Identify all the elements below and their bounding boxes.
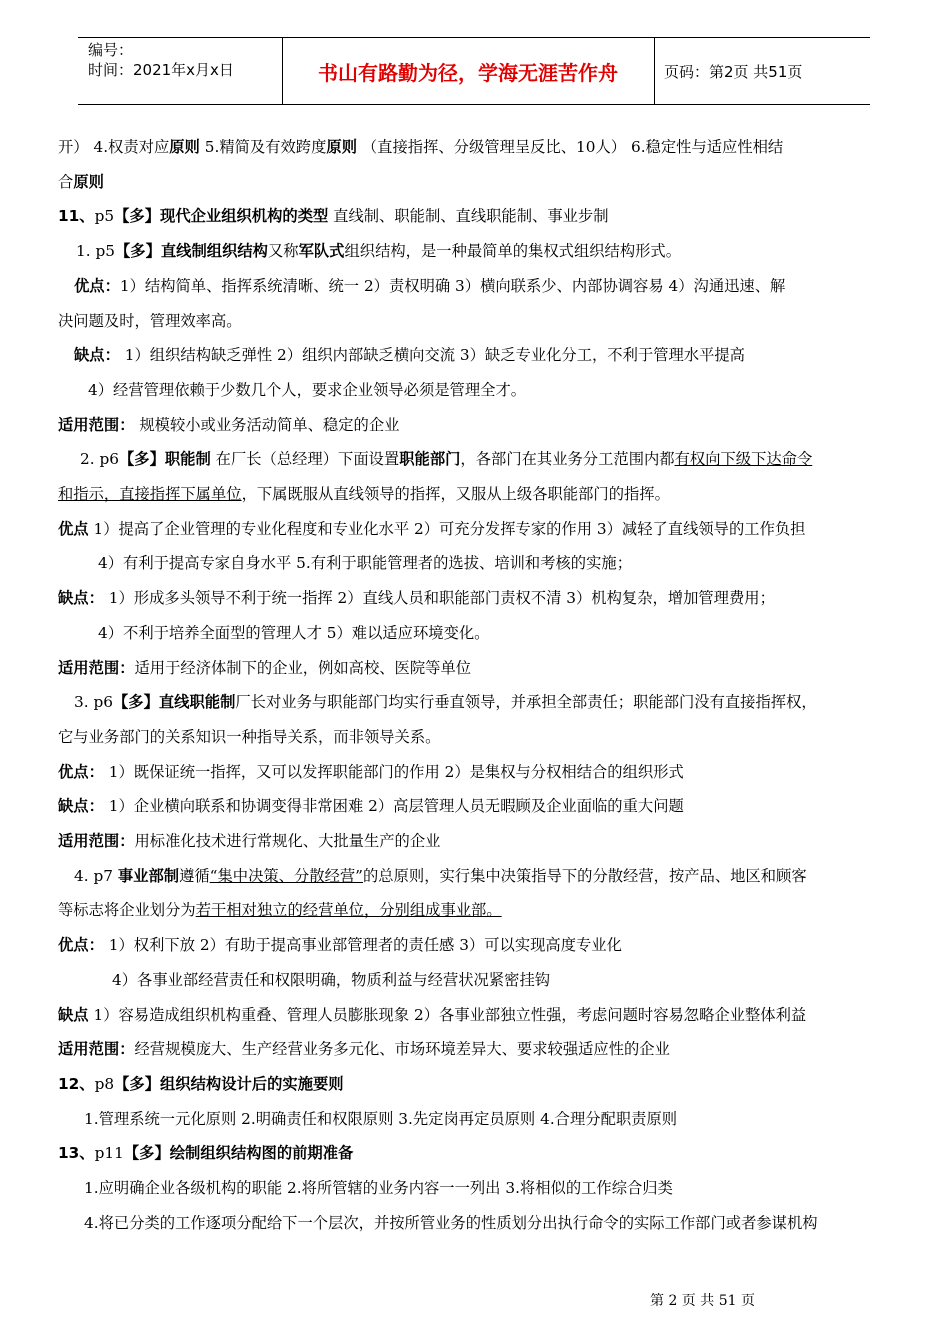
bold-text: 缺点：	[58, 797, 104, 816]
text-segment: 1）提高了企业管理的专业化程度和专业化水平 2）可充分发挥专家的作用 3）减轻了直线领导的工作负担	[88, 519, 806, 538]
text-segment: ，各部门在其业务分工范围内都	[460, 450, 675, 469]
text-segment: 4）不利于培养全面型的管理人才 5）难以适应环境变化。	[98, 623, 490, 642]
text-segment: 2. p6	[80, 450, 119, 469]
bold-text: 12、	[58, 1074, 95, 1093]
text-segment: 4）有利于提高专家自身水平 5.有利于职能管理者的选拔、培训和考核的实施；	[98, 554, 632, 573]
text-line	[58, 304, 242, 338]
text-line	[98, 546, 632, 580]
text-segment: 又称	[267, 242, 299, 261]
text-segment: 适用于经济体制下的企业，例如高校、医院等单位	[134, 658, 472, 677]
text-segment: p11	[94, 1144, 124, 1163]
text-line	[58, 512, 805, 546]
bold-text: 适用范围：	[58, 658, 135, 677]
text-segment: 4.将已分类的工作逐项分配给下一个层次，并按所管业务的性质划分出执行命令的实际工作部门或者参谋机构	[84, 1213, 818, 1232]
text-segment: （直接指挥、分级管理呈反比、10人） 6.稳定性与适应性相结	[357, 138, 784, 156]
text-segment: 4）各事业部经营责任和权限明确，物质利益与经营状况紧密挂钩	[112, 970, 551, 989]
bold-text: 军队式	[298, 242, 345, 261]
text-line	[58, 477, 670, 511]
bold-text: 优点	[58, 519, 89, 538]
text-line	[58, 893, 502, 927]
text-line	[80, 442, 812, 476]
text-segment: 1）容易造成组织机构重叠、管理人员膨胀现象 2）各事业部独立性强，考虑问题时容易忽略企业整体利益	[88, 1005, 807, 1024]
text-line	[74, 859, 807, 893]
text-line	[58, 408, 399, 442]
text-segment: 组织结构，是一种最简单的集权式组织结构形式。	[344, 242, 682, 261]
bold-text: 适用范围：	[58, 1040, 135, 1059]
text-line	[58, 789, 684, 823]
bold-text: 原则	[73, 172, 104, 191]
text-segment: 合	[58, 172, 74, 191]
text-segment: 1）结构简单、指挥系统清晰、统一 2）责权明确 3）横向联系少、内部协调容易 4）沟通迅速、解	[119, 276, 786, 295]
underlined-text: 若干相对独立的经营单位，分别组成事业部。	[195, 901, 502, 920]
underlined-text: 有权向下级下达命令	[674, 450, 813, 469]
underlined-text: “集中决策、分散经营”	[209, 866, 363, 885]
text-segment: p5	[94, 207, 115, 226]
bold-text: 适用范围：	[58, 832, 135, 850]
text-segment: 1）形成多头领导不利于统一指挥 2）直线人员和职能部门责权不清 3）机构复杂，增加管理费用；	[103, 589, 775, 608]
bold-text: 原则	[326, 138, 358, 156]
bold-text: 适用范围：	[58, 415, 135, 434]
header-divider-right	[654, 38, 655, 104]
text-line	[58, 651, 471, 685]
text-line	[58, 130, 783, 164]
text-line	[88, 373, 526, 407]
bold-text: 【多】绘制组织结构图的前期准备	[123, 1144, 354, 1163]
text-segment: 在厂长（总经理）下面设置	[210, 450, 400, 469]
text-segment: 开） 4.权责对应	[58, 138, 170, 156]
text-segment: 决问题及时，管理效率高。	[58, 311, 242, 330]
text-segment: p8	[94, 1074, 115, 1093]
bold-text: 优点：	[58, 762, 104, 781]
text-segment: 1.管理系统一元化原则 2.明确责任和权限原则 3.先定岗再定员原则 4.合理分配职责原则	[84, 1109, 678, 1128]
text-line	[84, 1171, 673, 1205]
text-segment: 遵循	[179, 866, 210, 885]
text-segment: 1）组织结构缺乏弹性 2）组织内部缺乏横向交流 3）缺乏专业化分工，不利于管理水平提高	[119, 346, 745, 365]
text-line	[76, 234, 681, 268]
text-segment: 1）企业横向联系和协调变得非常困难 2）高层管理人员无暇顾及企业面临的重大问题	[103, 797, 684, 816]
text-line	[112, 963, 550, 997]
bold-text: 缺点：	[74, 346, 120, 365]
text-segment: 它与业务部门的关系知识一种指导关系，而非领导关系。	[58, 727, 441, 746]
header-page-info: 页码：第2页 共51页	[664, 62, 803, 81]
text-segment: ，下属既服从直线领导的指挥，又服从上级各职能部门的指挥。	[241, 485, 670, 503]
header-meta	[88, 40, 234, 80]
text-line	[84, 1102, 677, 1136]
bold-text: 【多】现代企业组织机构的类型	[114, 207, 329, 226]
text-line	[58, 1032, 670, 1066]
text-line	[58, 720, 440, 754]
text-line	[58, 998, 806, 1032]
time-label: 时间：2021年x月x日	[88, 61, 234, 79]
underlined-text: 和指示，直接指挥下属单位	[58, 485, 242, 503]
bold-text: 13、	[58, 1144, 95, 1163]
text-line	[74, 269, 785, 303]
text-segment: 的总原则，实行集中决策指导下的分散经营，按产品、地区和顾客	[363, 866, 807, 885]
bold-text: 【多】直线职能制	[112, 693, 236, 712]
text-segment: 4）经营管理依赖于少数几个人，要求企业领导必须是管理全才。	[88, 380, 527, 399]
bold-text: 事业部制	[117, 866, 180, 885]
text-segment: 等标志将企业划分为	[58, 901, 196, 920]
text-line	[58, 824, 440, 858]
text-segment: 用标准化技术进行常规化、大批量生产的企业	[134, 832, 441, 850]
page-footer: 第 2 页 共 51 页	[650, 1293, 755, 1309]
text-line	[58, 1067, 344, 1101]
text-line	[58, 581, 775, 615]
bold-text: 缺点：	[58, 589, 104, 608]
bold-text: 【多】直线制组织结构	[114, 242, 268, 261]
bold-text: 缺点	[58, 1005, 89, 1024]
text-line	[84, 1206, 818, 1240]
bold-text: 优点：	[58, 936, 104, 955]
text-line	[58, 1136, 353, 1170]
text-segment: 规模较小或业务活动简单、稳定的企业	[134, 415, 400, 434]
text-line	[58, 755, 684, 789]
text-segment: 5.精简及有效跨度	[199, 138, 327, 156]
header-motto: 书山有路勤为径，学海无涯苦作舟	[318, 60, 618, 85]
bold-text: 【多】组织结构设计后的实施要则	[114, 1074, 344, 1093]
text-line	[58, 928, 622, 962]
text-segment: 3. p6	[74, 693, 113, 712]
bold-text: 优点：	[74, 276, 120, 295]
text-line	[74, 685, 817, 719]
number-label: 编号：	[88, 41, 134, 59]
text-line	[98, 616, 489, 650]
text-segment: 1）既保证统一指挥，又可以发挥职能部门的作用 2）是集权与分权相结合的组织形式	[103, 762, 684, 781]
text-line	[58, 165, 104, 199]
bold-text: 11、	[58, 207, 95, 226]
bold-text: 原则	[169, 138, 200, 156]
text-segment: 经营规模庞大、生产经营业务多元化、市场环境差异大、要求较强适应性的企业	[134, 1040, 670, 1059]
text-segment: 厂长对业务与职能部门均实行垂直领导，并承担全部责任；职能部门没有直接指挥权，	[235, 693, 817, 712]
text-segment: 4. p7	[74, 866, 118, 885]
text-segment: 1. p5	[76, 242, 115, 261]
text-segment: 1）权利下放 2）有助于提高事业部管理者的责任感 3）可以实现高度专业化	[103, 936, 622, 955]
text-line	[58, 199, 609, 233]
text-line	[74, 338, 745, 372]
text-segment: 1.应明确企业各级机构的职能 2.将所管辖的业务内容一一列出 3.将相似的工作综合归类	[84, 1179, 673, 1197]
bold-text: 【多】职能制	[118, 450, 211, 469]
text-segment: 直线制、职能制、直线职能制、事业步制	[328, 207, 609, 226]
header-bottom-rule	[78, 104, 870, 105]
bold-text: 职能部门	[399, 450, 461, 469]
